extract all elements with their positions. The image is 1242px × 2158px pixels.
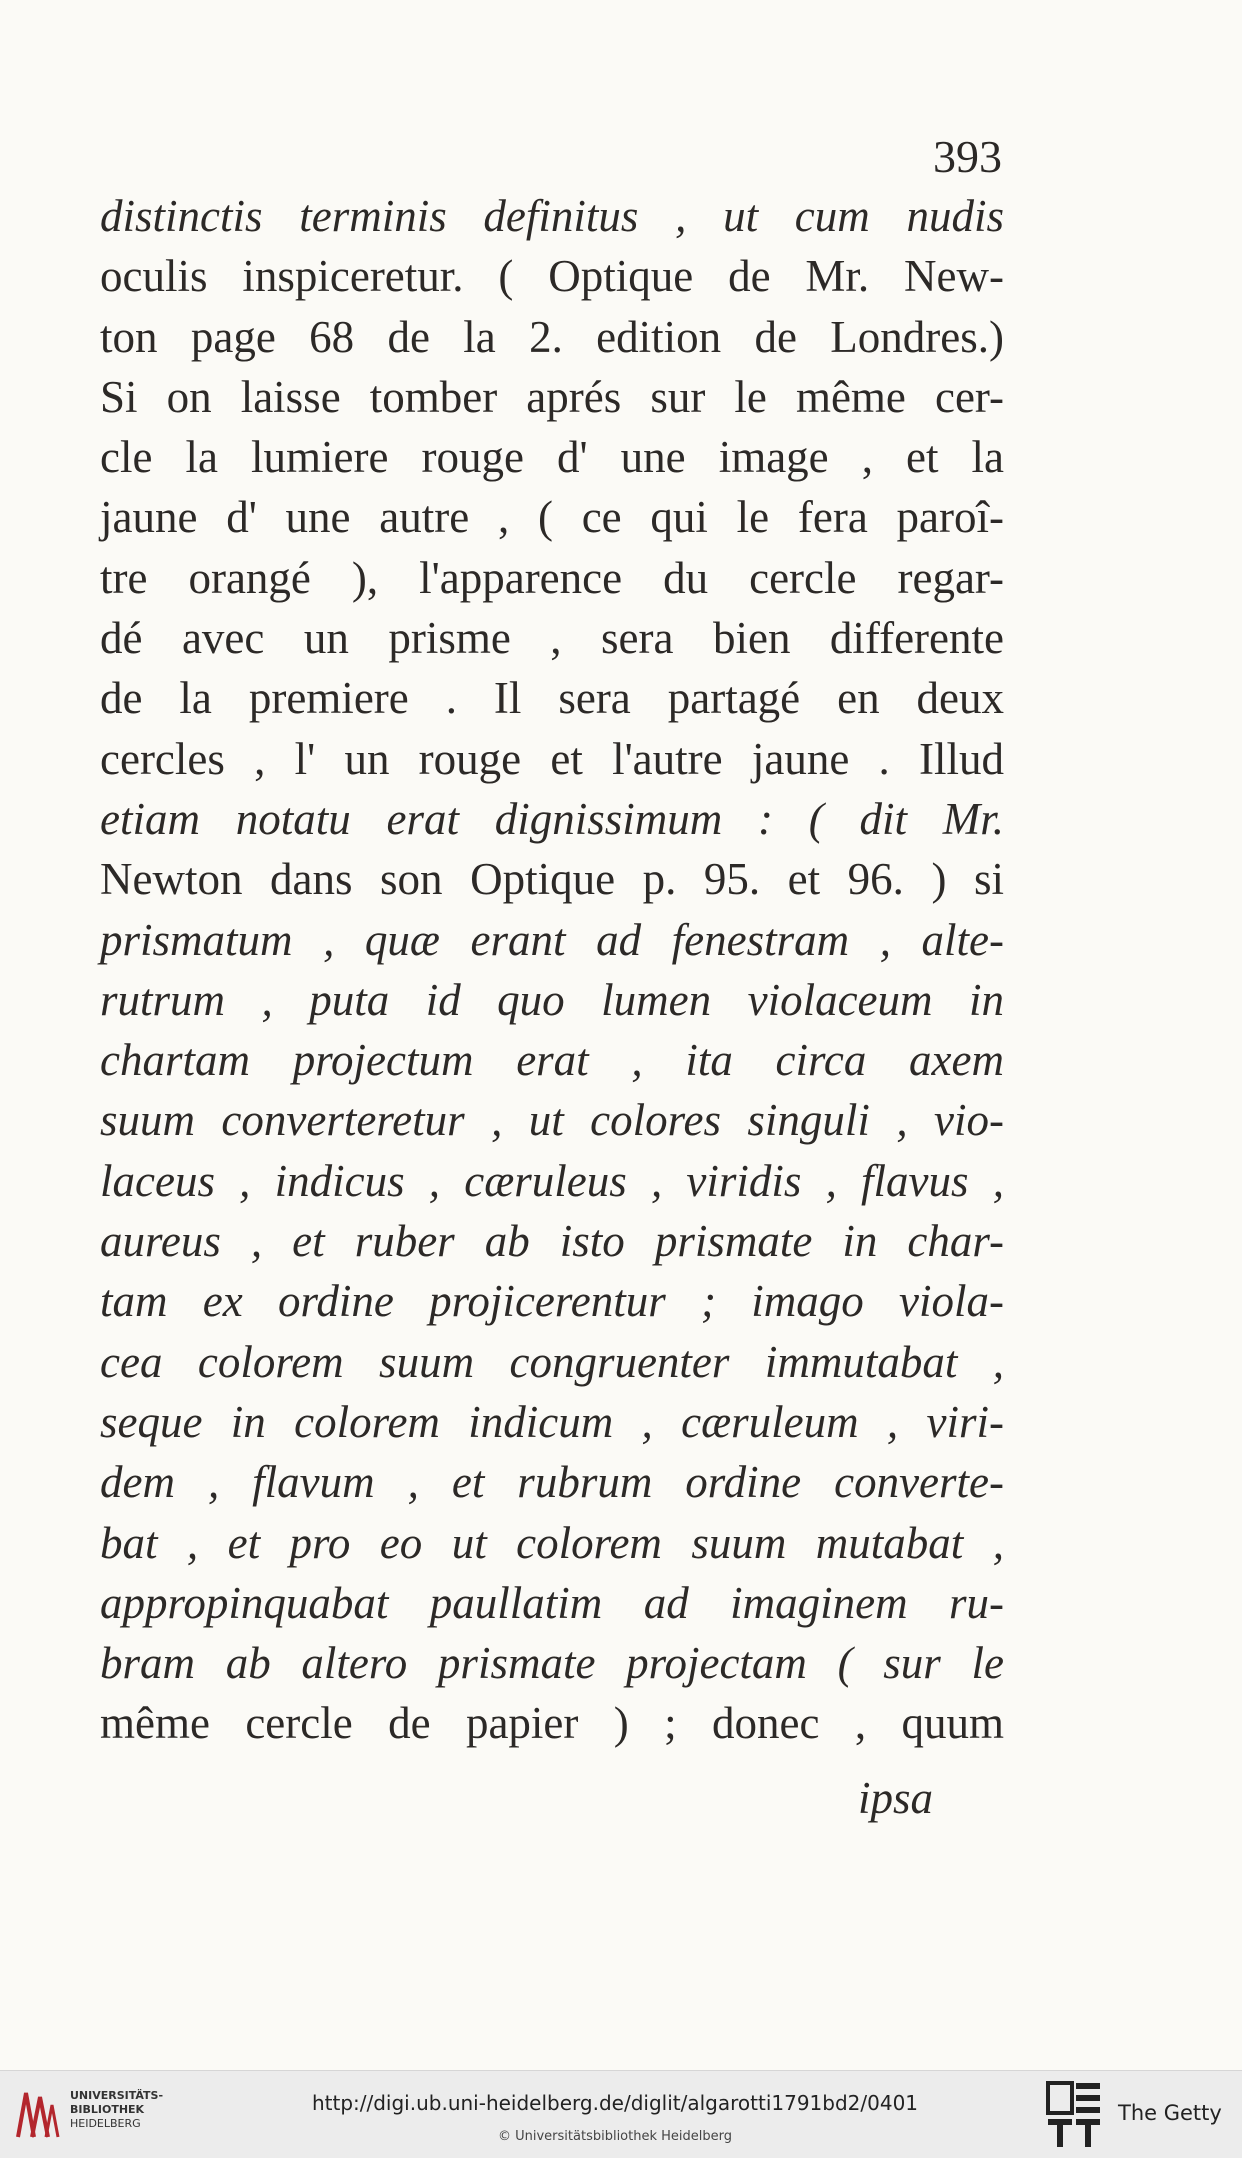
text-line-23: bat , et pro eo ut colorem suum mutabat , [100,1517,1004,1568]
text-line-22: dem , flavum , et rubrum ordine converte- [100,1457,1004,1508]
text-line-19: tam ex ordine projicerentur ; imago viola- [100,1276,1004,1327]
institution-line-1: UNIVERSITÄTS- [70,2089,164,2102]
page-number: 393 [933,131,1002,182]
text-line-16: suum converteretur , ut colores singuli , vio- [100,1095,1004,1146]
copyright-notice: © Universitätsbibliothek Heidelberg [497,2129,732,2144]
body-text [100,186,1004,1754]
text-line-17: laceus , indicus , cæruleus , viridis , flavus , [100,1155,1004,1206]
text-line-21: seque in colorem indicum , cæruleum , viri- [100,1396,1004,1447]
partner-name: The Getty [1118,2101,1222,2125]
university-name [70,2089,163,2131]
text-line-11: etiam notatu erat dignissimum : ( dit Mr. [100,793,1004,844]
text-line-8: dé avec un prisme , sera bien differente [100,613,1004,664]
text-line-10: cercles , l' un rouge et l'autre jaune . Illud [100,733,1004,784]
text-line-20: cea colorem suum congruenter immutabat , [100,1336,1004,1387]
text-line-3: ton page 68 de la 2. edition de Londres.) [100,311,1004,362]
institution-line-3: HEIDELBERG [70,2117,141,2130]
university-logo-icon [12,2087,60,2143]
text-line-12: Newton dans son Optique p. 95. et 96. ) si [100,854,1004,905]
viewer-footer [0,2070,1242,2158]
permalink-url[interactable]: http://digi.ub.uni-heidelberg.de/diglit/algarotti1791bd2/0401 [311,2091,919,2115]
text-line-15: chartam projectum erat , ita circa axem [100,1035,1004,1086]
getty-logo-icon [1046,2081,1102,2149]
text-line-26: même cercle de papier ) ; donec , quum [100,1698,1004,1749]
text-line-5: cle la lumiere rouge d' une image , et la [100,432,1004,483]
text-line-14: rutrum , puta id quo lumen violaceum in [100,974,1004,1025]
text-line-7: tre orangé ), l'apparence du cercle regar- [100,552,1004,603]
text-line-6: jaune d' une autre , ( ce qui le fera paroî- [100,492,1004,543]
catchword: ipsa [858,1773,934,1823]
text-line-18: aureus , et ruber ab isto prismate in char- [100,1216,1004,1267]
text-line-2: oculis inspiceretur. ( Optique de Mr. New- [100,251,1004,302]
text-line-9: de la premiere . Il sera partagé en deux [100,673,1004,724]
text-line-25: bram ab altero prismate projectam ( sur le [100,1638,1004,1689]
text-line-1: distinctis terminis definitus , ut cum nudis [100,191,1004,241]
institution-line-2: BIBLIOTHEK [70,2103,145,2116]
text-line-13: prismatum , quæ erant ad fenestram , alte- [100,914,1004,965]
text-line-24: appropinquabat paullatim ad imaginem ru- [100,1577,1004,1628]
text-line-4: Si on laisse tomber aprés sur le même cer- [100,371,1004,422]
